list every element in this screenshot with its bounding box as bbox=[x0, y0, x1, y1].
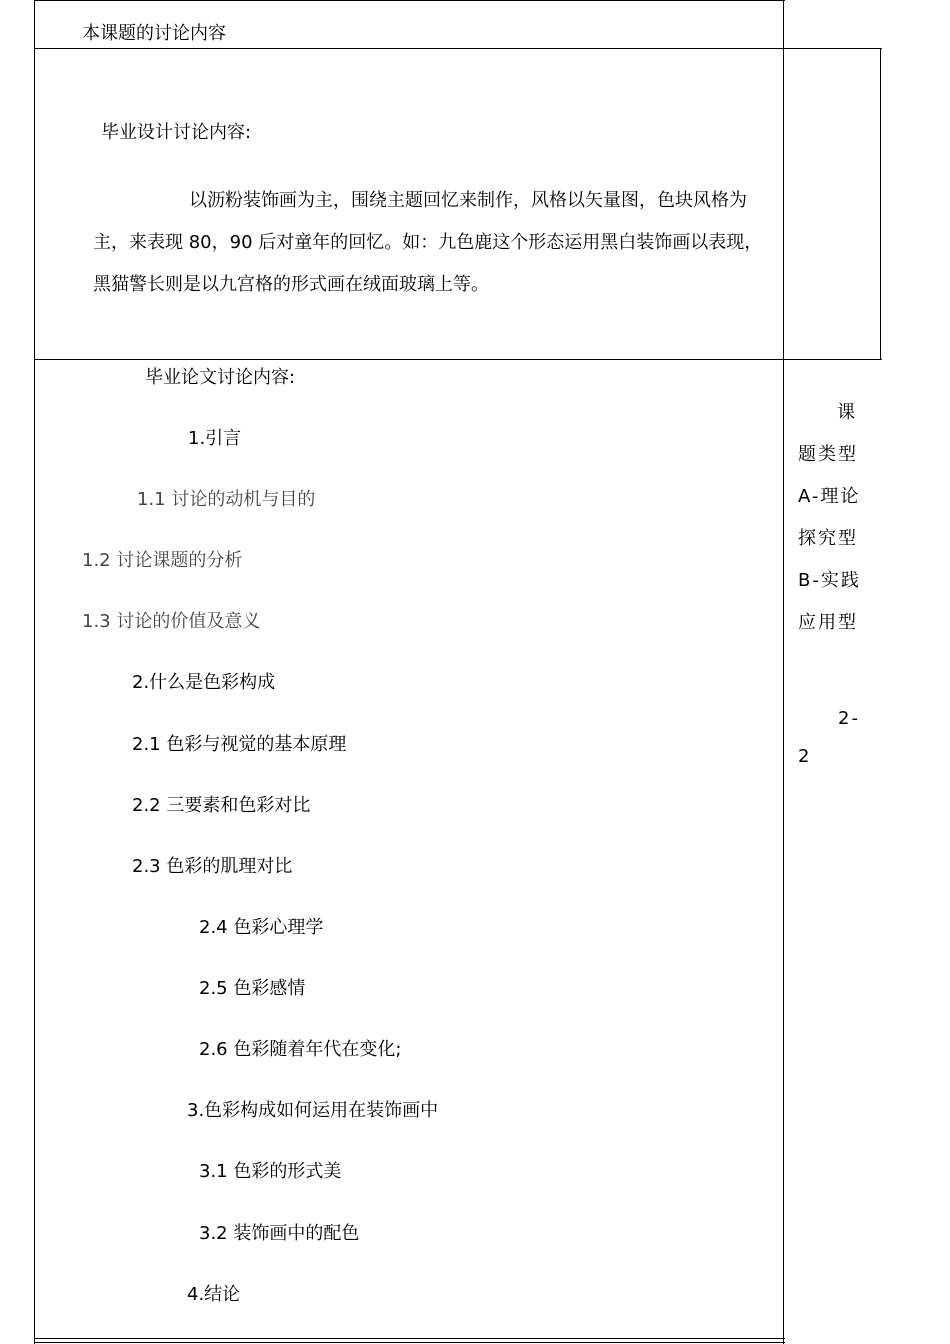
topic-type-value-2: 2 bbox=[798, 746, 812, 767]
topic-type-line-4: 探究型 bbox=[798, 528, 858, 549]
design-paragraph-text: 以沥粉装饰画为主，围绕主题回忆来制作，风格以矢量图，色块风格为主，来表现 80，90 后对童年的回忆。如：九色鹿这个形态运用黑白装饰画以表现，黑猫警长则是以九宫格的形式画在绒面玻璃上等。 bbox=[93, 190, 763, 295]
section-title: 本课题的讨论内容 bbox=[82, 23, 226, 44]
bottom-border-1 bbox=[34, 1338, 785, 1339]
outline-item-2-4: 2.4 色彩心理学 bbox=[199, 917, 324, 938]
outline-item-2-2: 2.2 三要素和色彩对比 bbox=[132, 795, 311, 816]
design-paragraph bbox=[93, 180, 777, 306]
outline-item-2: 2.什么是色彩构成 bbox=[132, 672, 276, 693]
thesis-heading: 毕业论文讨论内容: bbox=[145, 367, 296, 388]
outline-item-3: 3.色彩构成如何运用在装饰画中 bbox=[187, 1100, 439, 1121]
outline-item-1-3: 1.3 讨论的价值及意义 bbox=[82, 611, 261, 632]
outline-item-2-6: 2.6 色彩随着年代在变化; bbox=[199, 1039, 402, 1060]
outline-item-4: 4.结论 bbox=[187, 1284, 241, 1305]
design-box-right-border bbox=[880, 48, 881, 360]
design-heading: 毕业设计讨论内容: bbox=[101, 122, 252, 143]
header-row-divider bbox=[34, 48, 882, 49]
outline-item-1-1: 1.1 讨论的动机与目的 bbox=[137, 489, 316, 510]
outline-item-2-5: 2.5 色彩感情 bbox=[199, 978, 306, 999]
topic-type-line-3: A-理论 bbox=[798, 486, 861, 507]
outline-item-3-1: 3.1 色彩的形式美 bbox=[199, 1161, 342, 1182]
topic-type-value-1: 2- bbox=[838, 708, 860, 729]
table-border-left bbox=[34, 0, 35, 1344]
topic-type-line-1: 课 bbox=[837, 402, 857, 423]
outline-item-1: 1.引言 bbox=[188, 428, 242, 449]
outline-item-1-2: 1.2 讨论课题的分析 bbox=[82, 550, 243, 571]
topic-type-line-6: 应用型 bbox=[798, 612, 858, 633]
bottom-border-2 bbox=[34, 1342, 785, 1343]
outline-item-2-1: 2.1 色彩与视觉的基本原理 bbox=[132, 734, 347, 755]
column-divider bbox=[783, 0, 784, 1344]
topic-type-line-2: 题类型 bbox=[798, 444, 858, 465]
table-border-top bbox=[34, 0, 785, 1]
design-row-divider bbox=[34, 359, 882, 360]
topic-type-line-5: B-实践 bbox=[798, 570, 861, 591]
outline-item-3-2: 3.2 装饰画中的配色 bbox=[199, 1223, 360, 1244]
outline-item-2-3: 2.3 色彩的肌理对比 bbox=[132, 856, 293, 877]
